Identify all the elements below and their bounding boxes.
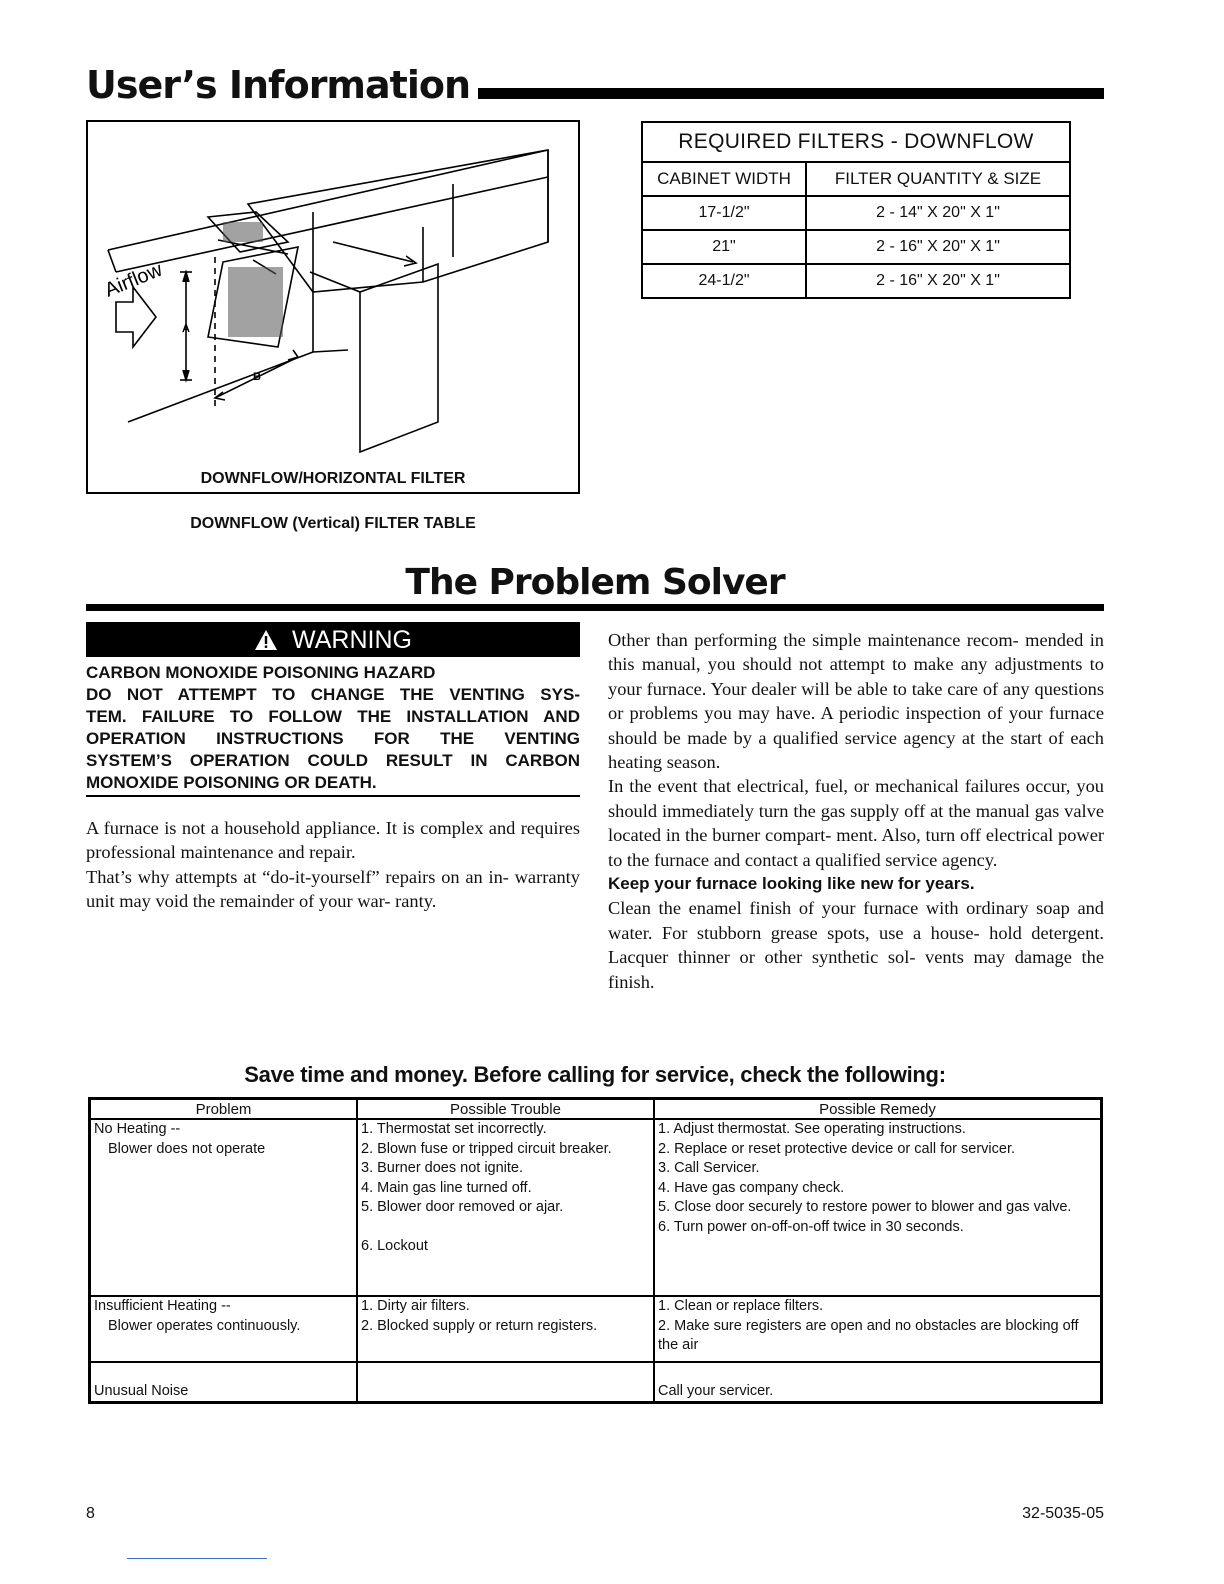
- problem-subtext: Blower operates continuously.: [108, 1317, 301, 1334]
- footer-link-underline: [127, 1558, 267, 1559]
- filters-row: [642, 230, 1070, 264]
- table-caption: DOWNFLOW (Vertical) FILTER TABLE: [190, 515, 476, 532]
- warning-banner: [86, 622, 580, 657]
- trouble-item: 1. Dirty air filters.: [361, 1298, 470, 1314]
- warning-triangle-icon: [254, 629, 278, 651]
- problem-text: No Heating --: [94, 1121, 181, 1137]
- problem-cell: [90, 1362, 358, 1403]
- warning-line: OPERATION INSTRUCTIONS FOR THE VENTING: [86, 729, 580, 748]
- remedy-item: 5. Close door securely to restore power to blower and gas valve.: [658, 1199, 1072, 1215]
- trouble-item: 2. Blocked supply or return registers.: [361, 1317, 598, 1334]
- paragraph: Clean the enamel finish of your furnace with ordinary soap and water. For stubborn grease spots, use a house- hold detergent. Lacquer thinner or other synthetic sol- vents may damage the finish.: [608, 898, 1104, 992]
- subheading: Keep your furnace looking like new for years.: [608, 874, 975, 894]
- filter-figure: [86, 120, 580, 494]
- filter-illustration: [88, 122, 578, 492]
- page-number: 8: [86, 1505, 95, 1522]
- filters-cell: 24-1/2": [642, 264, 806, 298]
- remedy-item: 4. Have gas company check.: [658, 1179, 845, 1196]
- left-column-text: [86, 816, 580, 914]
- filters-header-quantity-size: FILTER QUANTITY & SIZE: [806, 162, 1070, 196]
- trouble-item: 4. Main gas line turned off.: [361, 1179, 532, 1196]
- trouble-item: 3. Burner does not ignite.: [361, 1160, 524, 1176]
- page-title: User’s Information: [86, 63, 471, 107]
- right-column-text: [608, 628, 1104, 994]
- remedy-item: 1. Clean or replace filters.: [658, 1298, 824, 1314]
- warning-line: DO NOT ATTEMPT TO CHANGE THE VENTING SYS-: [86, 685, 580, 704]
- figure-caption: DOWNFLOW/HORIZONTAL FILTER: [200, 470, 466, 487]
- remedy-item: 3. Call Servicer.: [658, 1160, 760, 1176]
- remedy-cell: [654, 1119, 1102, 1296]
- trouble-cell: [357, 1119, 654, 1296]
- table-row: [90, 1119, 1102, 1296]
- remedy-item: 2. Replace or reset protective device or call for servicer.: [658, 1140, 1016, 1157]
- dimension-a-label: A: [182, 323, 190, 335]
- airflow-label: Airflow: [101, 258, 166, 302]
- trouble-spacer: [361, 1218, 650, 1238]
- paragraph: That’s why attempts at “do-it-yourself” repairs on an in- warranty unit may void the remainder of your war- ranty.: [86, 866, 580, 912]
- problem-cell: [90, 1119, 358, 1296]
- paragraph: A furnace is not a household appliance. It is complex and requires professional maintenance and repair.: [86, 818, 580, 863]
- trouble-item: 6. Lockout: [361, 1238, 428, 1254]
- section-title: The Problem Solver: [405, 562, 785, 603]
- filters-cell: 21": [642, 230, 806, 264]
- section-rule: [86, 604, 1104, 611]
- trouble-item: 5. Blower door removed or ajar.: [361, 1199, 564, 1215]
- trouble-cell: [357, 1362, 654, 1403]
- problem-subtext: Blower does not operate: [108, 1140, 266, 1157]
- filters-row: [642, 264, 1070, 298]
- dimension-b-label: B: [253, 371, 261, 383]
- troubleshooting-table: [88, 1097, 1103, 1404]
- filters-table-title: REQUIRED FILTERS - DOWNFLOW: [642, 122, 1070, 162]
- remedy-item: Call your servicer.: [658, 1382, 774, 1399]
- page-header: [86, 62, 1104, 112]
- paragraph: In the event that electrical, fuel, or mechanical failures occur, you should immediately turn the gas supply off at the manual gas valve located in the burner compart- ment. Also, turn off electrical power to the furnace and contact a qualified service agency.: [608, 776, 1104, 870]
- header-rule: [478, 88, 1104, 99]
- required-filters-table: [641, 121, 1071, 299]
- trouble-item: 1. Thermostat set incorrectly.: [361, 1121, 547, 1137]
- remedy-item: 2. Make sure registers are open and no obstacles are blocking off the air: [658, 1317, 1079, 1353]
- trouble-item: 2. Blown fuse or tripped circuit breaker.: [361, 1140, 612, 1157]
- filters-header-cabinet-width: CABINET WIDTH: [642, 162, 806, 196]
- problem-text: Unusual Noise: [94, 1382, 189, 1399]
- filters-cell: 2 - 14" X 20" X 1": [806, 196, 1070, 230]
- filters-cell: 17-1/2": [642, 196, 806, 230]
- trouble-cell: [357, 1296, 654, 1362]
- remedy-cell: [654, 1296, 1102, 1362]
- filters-cell: 2 - 16" X 20" X 1": [806, 264, 1070, 298]
- paragraph: Other than performing the simple maintenance recom- mended in this manual, you should not attempt to make any adjustments to your furnace. Your dealer will be able to take care of any questions or problems you may have. A periodic inspection of your furnace should be made by a qualified service agency at the start of each heating season.: [608, 630, 1104, 773]
- checklist-heading: Save time and money. Before calling for service, check the following:: [244, 1062, 946, 1087]
- warning-rule: [86, 795, 580, 797]
- warning-line: MONOXIDE POISONING OR DEATH.: [86, 773, 377, 792]
- remedy-item: 6. Turn power on-off-on-off twice in 30 seconds.: [658, 1218, 964, 1235]
- header-possible-remedy: Possible Remedy: [654, 1099, 1102, 1120]
- table-row: [90, 1296, 1102, 1362]
- remedy-item: 1. Adjust thermostat. See operating instructions.: [658, 1121, 966, 1137]
- warning-line: TEM. FAILURE TO FOLLOW THE INSTALLATION AND: [86, 707, 580, 726]
- warning-text: [86, 662, 580, 794]
- document-number: 32-5035-05: [1022, 1505, 1104, 1522]
- filters-row: [642, 196, 1070, 230]
- table-row: [90, 1362, 1102, 1403]
- warning-line: SYSTEM’S OPERATION COULD RESULT IN CARBON: [86, 751, 580, 770]
- header-problem: Problem: [90, 1099, 358, 1120]
- remedy-cell: [654, 1362, 1102, 1403]
- filters-cell: 2 - 16" X 20" X 1": [806, 230, 1070, 264]
- problem-cell: [90, 1296, 358, 1362]
- header-possible-trouble: Possible Trouble: [357, 1099, 654, 1120]
- warning-line: CARBON MONOXIDE POISONING HAZARD: [86, 663, 436, 682]
- warning-label: WARNING: [292, 626, 412, 654]
- problem-text: Insufficient Heating --: [94, 1298, 231, 1314]
